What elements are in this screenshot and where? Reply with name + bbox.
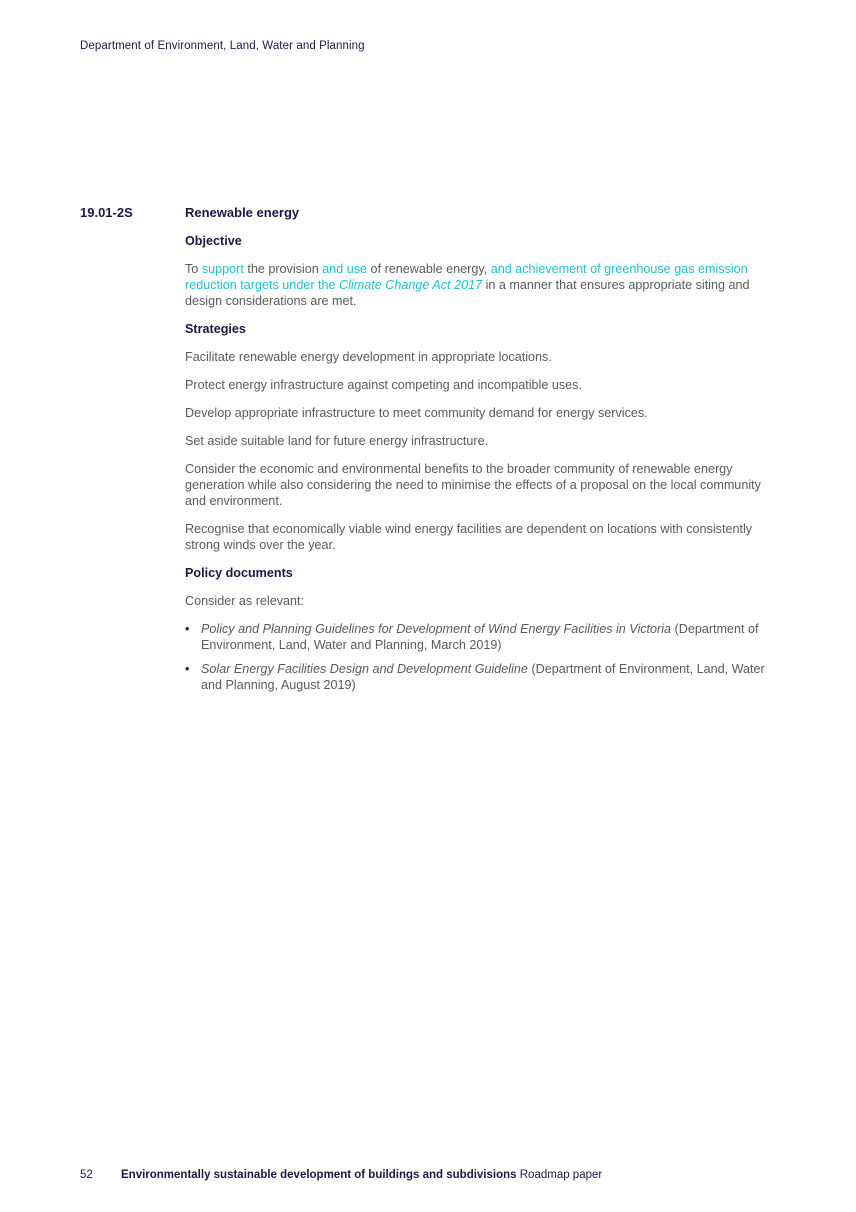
objective-part: the provision (243, 262, 323, 276)
objective-highlight: and use (322, 262, 368, 276)
policy-document-title: Policy and Planning Guidelines for Development of Wind Energy Facilities in Victoria (201, 622, 672, 636)
page-number: 52 (80, 1169, 93, 1181)
objective-heading: Objective (185, 234, 242, 248)
policy-document-item (185, 661, 770, 693)
bullet-icon: • (185, 662, 190, 676)
strategy-item: Develop appropriate infrastructure to meet community demand for energy services. (185, 406, 648, 420)
policy-documents-list (185, 621, 770, 693)
policy-document-detail: (Department of Environment, Land, Water and Planning, August 2019) (201, 662, 765, 692)
footer-subtitle: Roadmap paper (516, 1169, 603, 1181)
objective-part: To (185, 262, 202, 276)
objective-highlight: and achievement of greenhouse gas emission reduction targets under the (185, 262, 748, 292)
objective-highlight: support (201, 262, 244, 276)
footer-title: Environmentally sustainable development of buildings and subdivisions (121, 1169, 517, 1181)
policy-documents-intro: Consider as relevant: (185, 594, 305, 608)
objective-part: of renewable energy, (367, 262, 491, 276)
bullet-icon: • (185, 622, 190, 636)
clause-title: Renewable energy (185, 205, 300, 220)
strategy-item: Protect energy infrastructure against competing and incompatible uses. (185, 378, 582, 392)
strategy-item: Facilitate renewable energy development in appropriate locations. (185, 350, 552, 364)
policy-document-title: Solar Energy Facilities Design and Development Guideline (201, 662, 528, 676)
policy-document-detail: (Department of Environment, Land, Water and Planning, March 2019) (201, 622, 759, 652)
objective-part: in a manner that ensures appropriate siting and design considerations are met. (185, 278, 750, 308)
page-footer (80, 1169, 602, 1181)
policy-document-item (185, 621, 770, 653)
strategy-item: Set aside suitable land for future energy infrastructure. (185, 434, 489, 448)
policy-documents-heading: Policy documents (185, 566, 293, 580)
strategy-item: Recognise that economically viable wind energy facilities are dependent on locations with consistently strong winds over the year. (185, 522, 753, 552)
page-header: Department of Environment, Land, Water and Planning (80, 40, 365, 52)
objective-text (185, 261, 770, 309)
clause-number: 19.01-2S (80, 205, 133, 220)
objective-highlight-act: Climate Change Act 2017 (339, 278, 483, 292)
strategy-item: Consider the economic and environmental benefits to the broader community of renewable energy generation while also considering the need to minimise the effects of a proposal on the local community and environment. (185, 462, 761, 508)
strategies-heading: Strategies (185, 322, 246, 336)
clause-content (185, 205, 770, 701)
